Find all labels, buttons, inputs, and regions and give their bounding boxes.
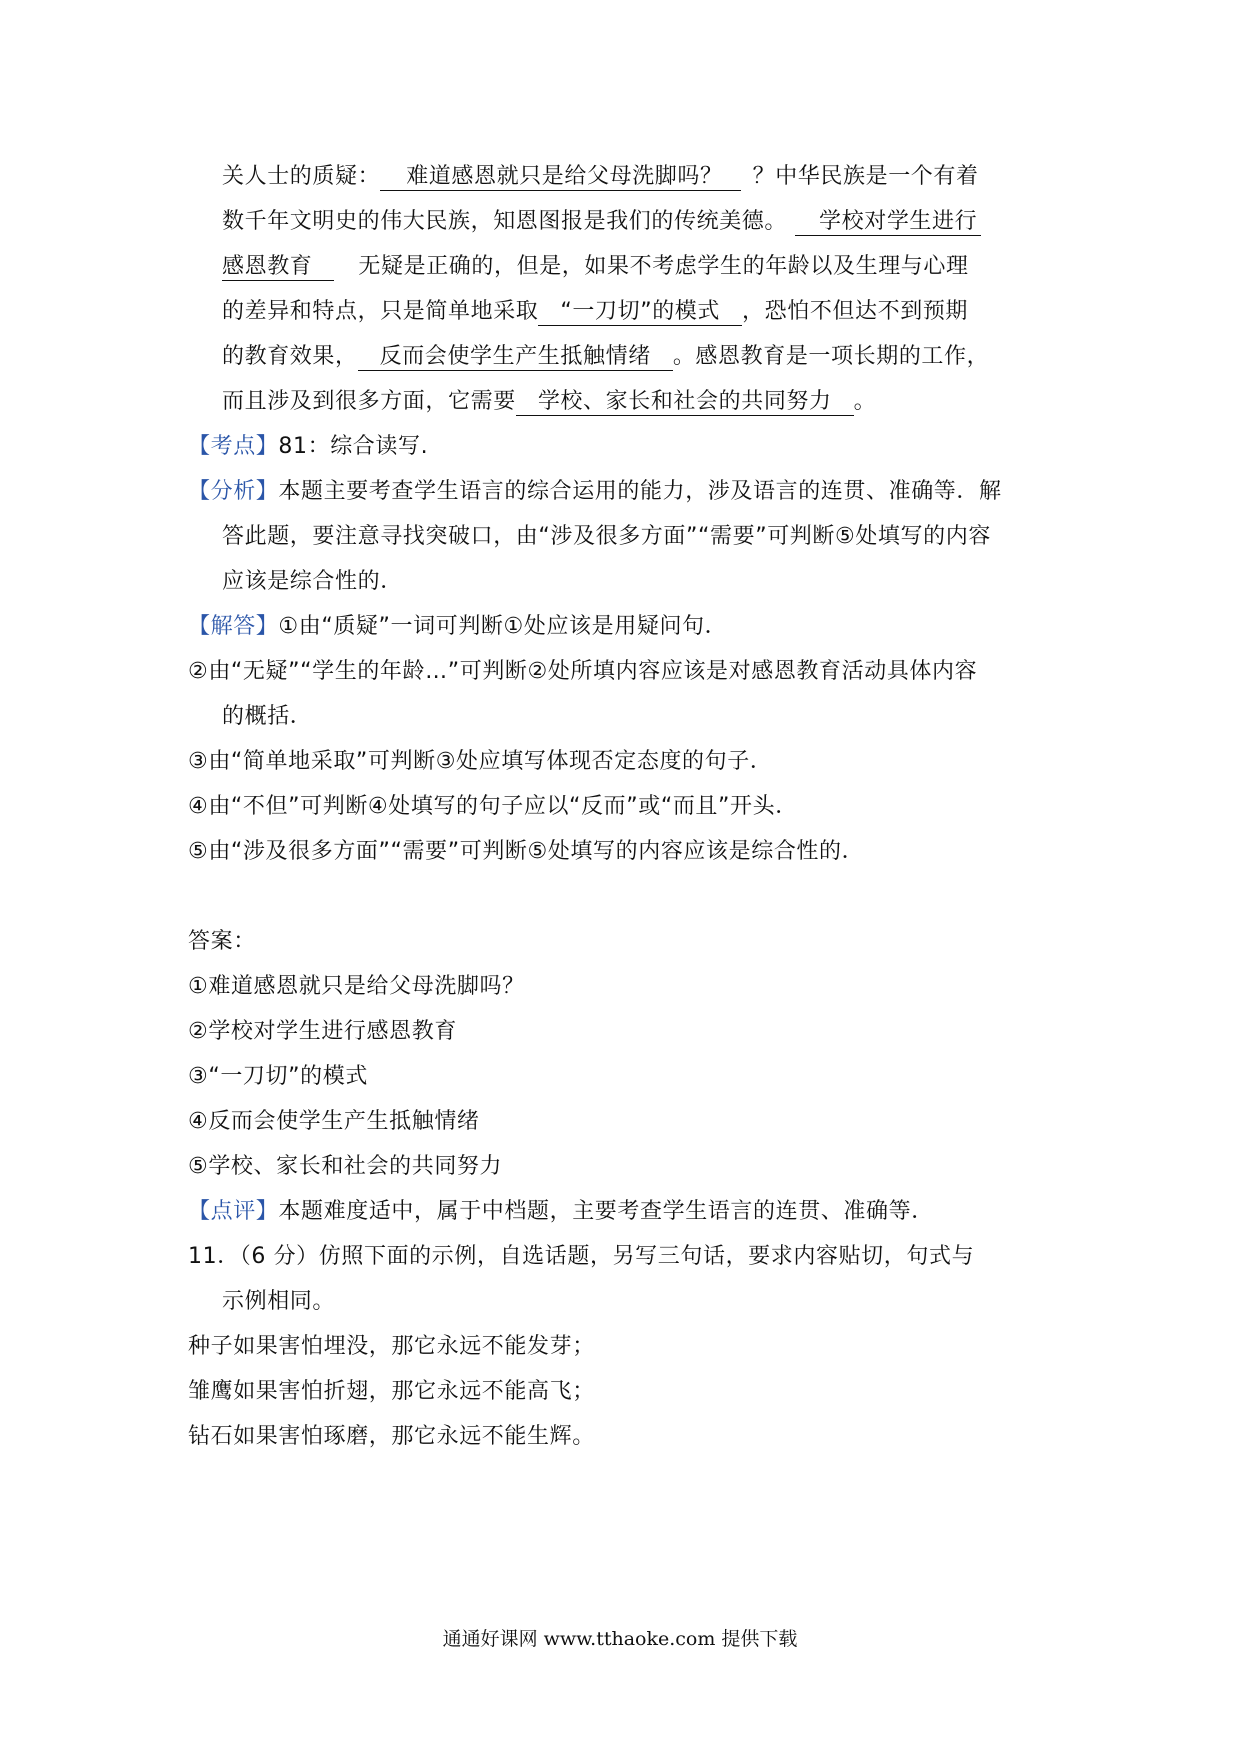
answer-item-5: ⑤学校、家长和社会的共同努力 <box>188 1154 503 1179</box>
answer-item-3: ③“一刀切”的模式 <box>188 1064 368 1089</box>
example-1: 种子如果害怕埋没，那它永远不能发芽； <box>188 1334 595 1359</box>
passage-line-4: 的差异和特点，只是简单地采取 “一刀切”的模式 ，恐怕不但达不到预期 <box>222 299 969 324</box>
fenxi-tag: 【分析】 <box>188 479 279 504</box>
passage-line-6: 而且涉及到很多方面，它需要 学校、家长和社会的共同努力 。 <box>222 389 877 414</box>
fenxi-line-3: 应该是综合性的． <box>222 569 403 594</box>
answers-label: 答案： <box>188 929 256 954</box>
blank-2a: 学校对学生进行 <box>795 209 981 236</box>
blank-4: 反而会使学生产生抵触情绪 <box>358 344 673 371</box>
jieda-line-1: 【解答】①由“质疑”一词可判断①处应该是用疑问句． <box>188 614 728 639</box>
passage-line-1: 关人士的质疑： 难道感恩就只是给父母洗脚吗？ ？中华民族是一个有着 <box>222 164 979 189</box>
question-11-line-1: 11．（6 分）仿照下面的示例，自选话题，另写三句话，要求内容贴切，句式与 <box>188 1244 975 1269</box>
jieda-line-3: 的概括． <box>222 704 313 729</box>
blank-1: 难道感恩就只是给父母洗脚吗？ <box>380 164 740 191</box>
dianping-tag: 【点评】 <box>188 1199 279 1224</box>
jieda-tag: 【解答】 <box>188 614 279 639</box>
example-2: 雏鹰如果害怕折翅，那它永远不能高飞； <box>188 1379 595 1404</box>
example-3: 钻石如果害怕琢磨，那它永远不能生辉。 <box>188 1424 595 1449</box>
blank-5: 学校、家长和社会的共同努力 <box>516 389 854 416</box>
blank-2b: 感恩教育 <box>222 254 334 281</box>
passage-line-2: 数千年文明史的伟大民族，知恩图报是我们的传统美德。 学校对学生进行 <box>222 207 981 237</box>
answer-item-4: ④反而会使学生产生抵触情绪 <box>188 1109 480 1134</box>
kaodian-tag: 【考点】 <box>188 434 279 459</box>
answer-item-1: ①难道感恩就只是给父母洗脚吗？ <box>188 974 525 999</box>
page-footer: 通通好课网 www.tthaoke.com 提供下载 <box>442 1628 798 1650</box>
dianping-line: 【点评】本题难度适中，属于中档题，主要考查学生语言的连贯、准确等． <box>188 1199 934 1224</box>
question-11-line-2: 示例相同。 <box>222 1289 336 1314</box>
fenxi-line-2: 答此题，要注意寻找突破口，由“涉及很多方面”“需要”可判断⑤处填写的内容 <box>222 524 991 549</box>
jieda-line-2: ②由“无疑”“学生的年龄…”可判断②处所填内容应该是对感恩教育活动具体内容 <box>188 659 978 684</box>
jieda-line-6: ⑤由“涉及很多方面”“需要”可判断⑤处填写的内容应该是综合性的． <box>188 839 865 864</box>
passage-line-5: 的教育效果， 反而会使学生产生抵触情绪 。感恩教育是一项长期的工作， <box>222 344 990 369</box>
kaodian-line: 【考点】81：综合读写. <box>188 434 429 459</box>
jieda-line-4: ③由“简单地采取”可判断③处应填写体现否定态度的句子． <box>188 749 773 774</box>
passage-line-3: 感恩教育 无疑是正确的，但是，如果不考虑学生的年龄以及生理与心理 <box>222 254 969 279</box>
blank-3: “一刀切”的模式 <box>538 299 742 326</box>
fenxi-line-1: 【分析】本题主要考查学生语言的综合运用的能力，涉及语言的连贯、准确等．解 <box>188 479 1002 504</box>
answer-item-2: ②学校对学生进行感恩教育 <box>188 1019 457 1044</box>
jieda-line-5: ④由“不但”可判断④处填写的句子应以“反而”或“而且”开头． <box>188 794 798 819</box>
